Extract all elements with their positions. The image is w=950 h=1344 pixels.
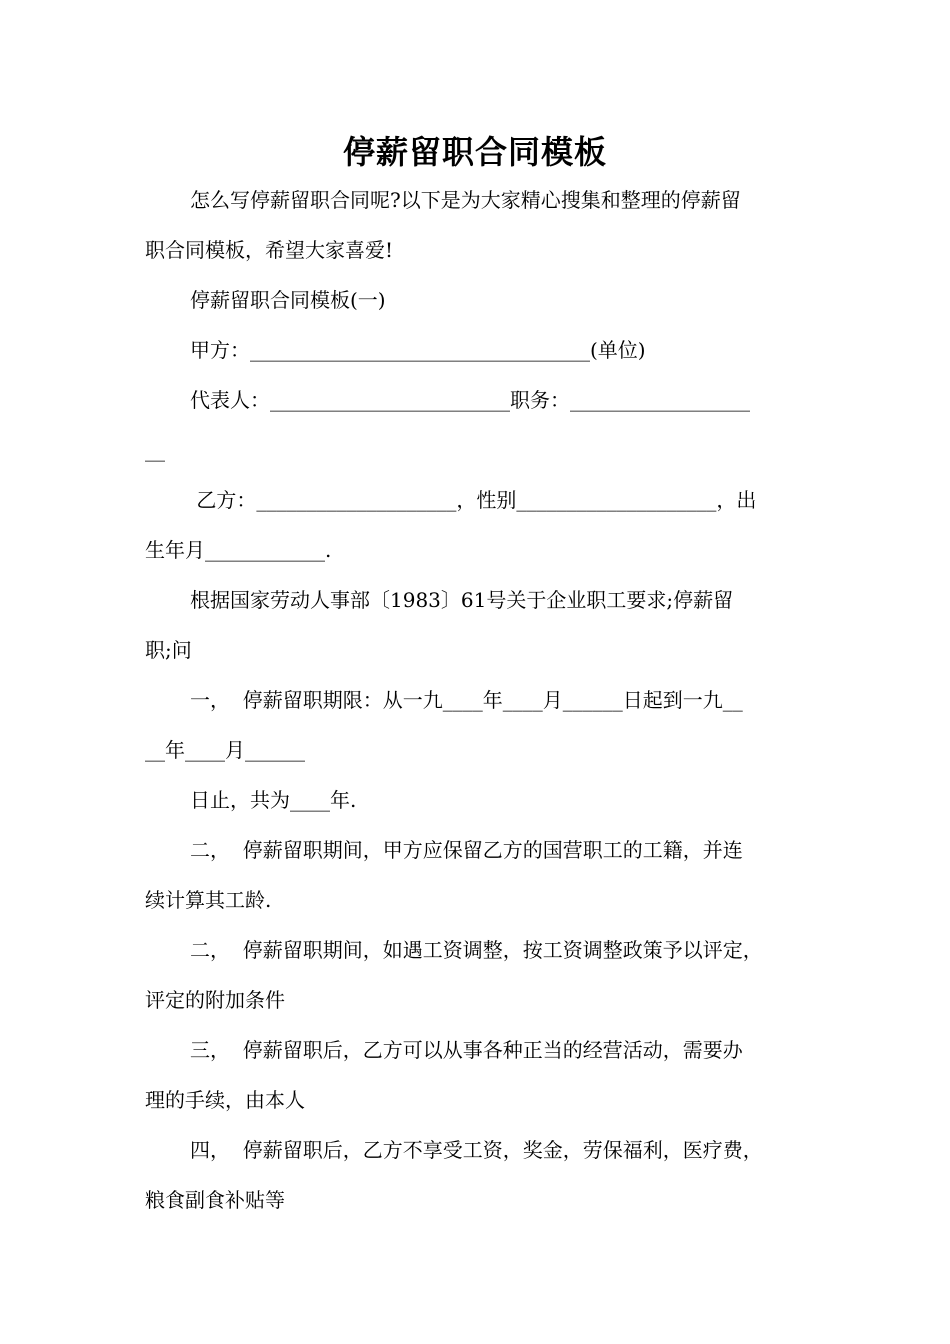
basis-line-1: 根据国家劳动人事部〔1983〕61号关于企业职工要求;停薪留 xyxy=(190,588,734,612)
clause-4-line-1: 四， 停薪留职后，乙方不享受工资，奖金，劳保福利，医疗费， xyxy=(190,1138,763,1162)
clause-4-line-2: 粮食副食补贴等 xyxy=(145,1188,285,1212)
intro-line-1: 怎么写停薪留职合同呢?以下是为大家精心搜集和整理的停薪留 xyxy=(190,188,741,212)
document-title: 停薪留职合同模板 xyxy=(342,133,607,171)
birth-date-line: 生年月____________. xyxy=(145,538,332,562)
clause-3-line-2: 理的手续，由本人 xyxy=(145,1088,305,1112)
clause-1-line-2: __年____月______ xyxy=(145,738,305,762)
clause-2b-line-1: 二， 停薪留职期间，如遇工资调整，按工资调整政策予以评定， xyxy=(190,938,763,962)
clause-2-line-1: 二， 停薪留职期间，甲方应保留乙方的国营职工的工籍，并连 xyxy=(190,838,743,862)
representative-line: 代表人：________________________职务：__________________ xyxy=(190,388,750,412)
clause-1-line-3: 日止，共为____年. xyxy=(190,788,357,812)
party-a-line: 甲方：__________________________________(单位) xyxy=(190,338,646,362)
party-b-line: 乙方：____________________，性别____________________，出 xyxy=(190,488,757,512)
clause-1-line-1: 一， 停薪留职期限：从一九____年____月______日起到一九__ xyxy=(190,688,743,712)
clause-2-line-2: 续计算其工龄. xyxy=(145,888,272,912)
section-heading: 停薪留职合同模板(一) xyxy=(190,288,386,312)
intro-line-2: 职合同模板，希望大家喜爱! xyxy=(145,238,394,262)
representative-line-cont: __ xyxy=(145,438,165,462)
clause-2b-line-2: 评定的附加条件 xyxy=(145,988,285,1012)
basis-line-2: 职;问 xyxy=(145,638,192,662)
clause-3-line-1: 三， 停薪留职后，乙方可以从事各种正当的经营活动，需要办 xyxy=(190,1038,743,1062)
